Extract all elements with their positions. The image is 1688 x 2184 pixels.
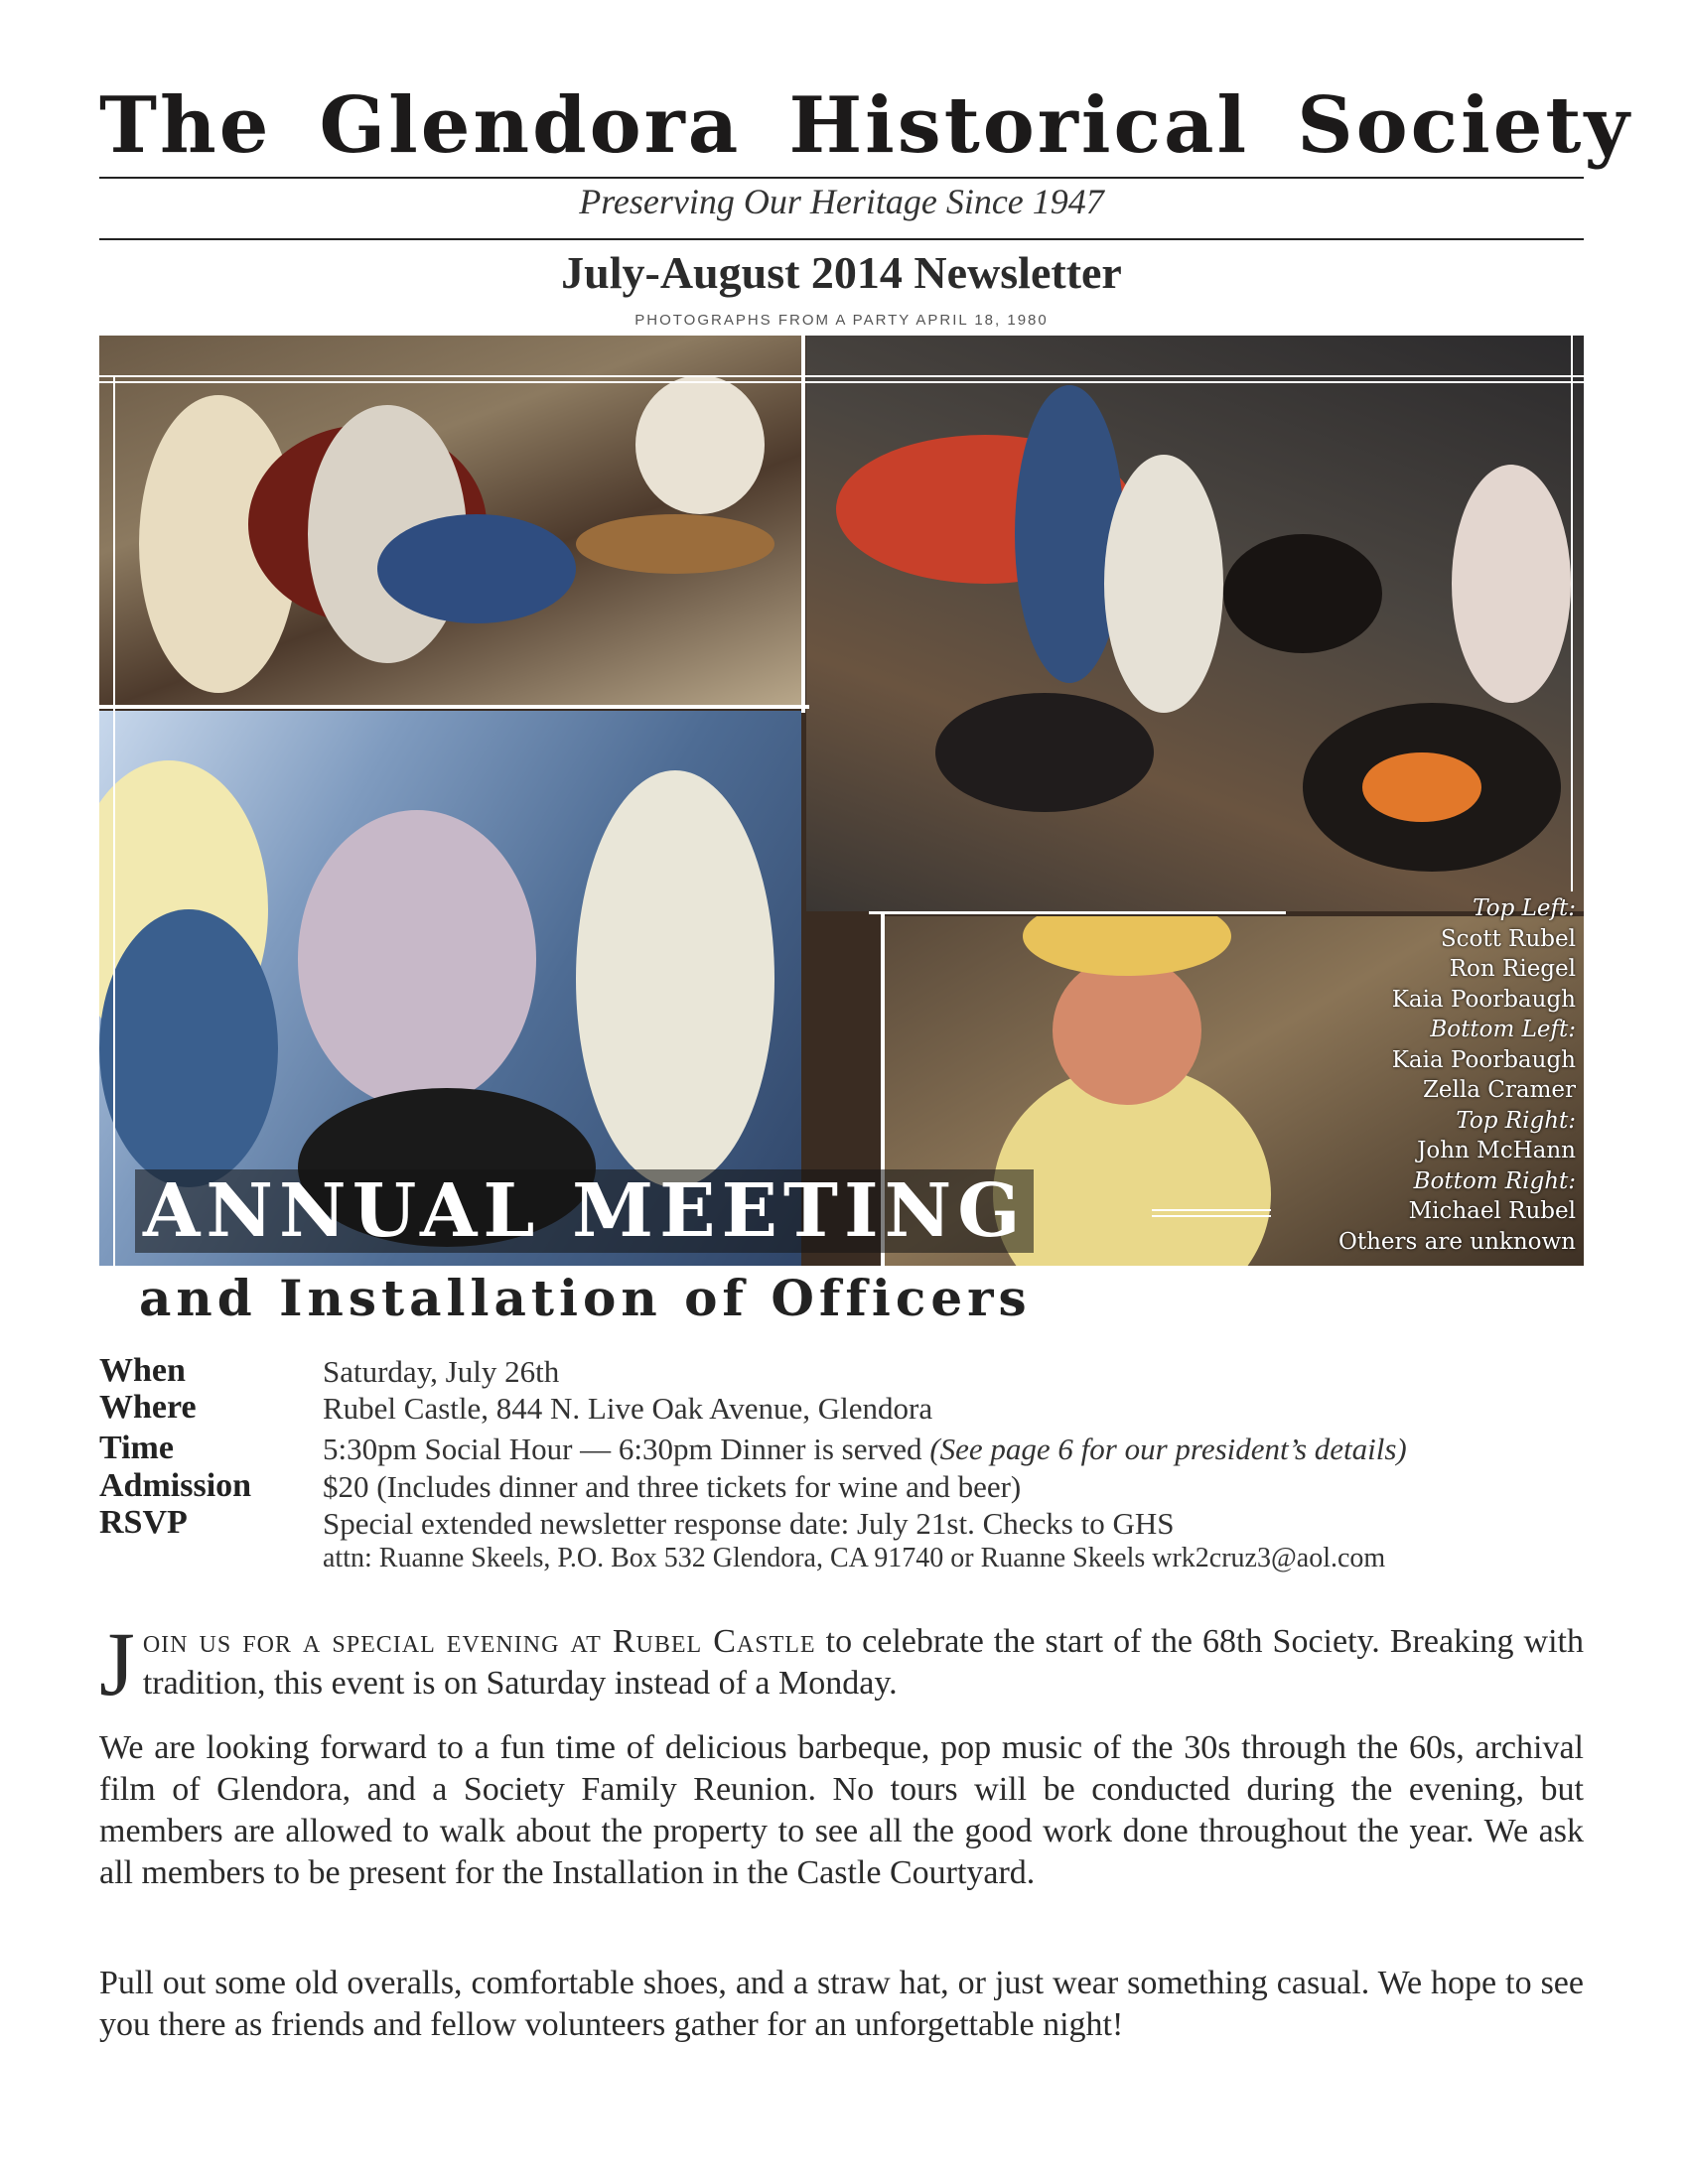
annual-meeting-headline: ANNUAL MEETING — [135, 1169, 1034, 1253]
intro-text: to celebrate the start of the 68th Society. Breaking with tradition, this event is on Saturday instead of a Monday. — [142, 1623, 1584, 1702]
frame-divider — [801, 336, 805, 713]
caption-heading: Top Right: — [1456, 1107, 1576, 1134]
detail-label: When — [99, 1352, 186, 1389]
event-details — [99, 1352, 1589, 1577]
detail-row-admission — [99, 1467, 1589, 1504]
frame-divider — [1571, 336, 1573, 891]
detail-value: $20 (Includes dinner and three tickets for wine and beer) — [323, 1469, 1022, 1504]
frame-divider — [99, 375, 1584, 377]
issue-title: July-August 2014 Newsletter — [561, 247, 1122, 298]
detail-value: Special extended newsletter response date: July 21st. Checks to GHS — [323, 1506, 1175, 1541]
cauldron-shape — [1223, 534, 1382, 653]
body-paragraph: Pull out some old overalls, comfortable shoes, and a straw hat, or just wear something casual. We hope to see you there as friends and fellow volunteers gather for an unforgettable night! — [99, 1965, 1584, 2043]
detail-row-when — [99, 1352, 1589, 1389]
dog-shape — [935, 693, 1154, 812]
detail-row-where — [99, 1389, 1589, 1426]
installation-subheadline: and Installation of Officers — [139, 1269, 1032, 1327]
caption-heading: Top Left: — [1473, 895, 1576, 921]
detail-row-rsvp — [99, 1504, 1589, 1541]
caption-heading: Bottom Right: — [1413, 1167, 1576, 1194]
person-silhouette — [1104, 455, 1223, 713]
table-shape — [576, 514, 774, 574]
frame-divider — [99, 705, 809, 709]
detail-row-time — [99, 1430, 1589, 1467]
person-silhouette — [635, 375, 765, 514]
masthead — [99, 80, 1632, 171]
caption-heading: Bottom Left: — [1430, 1017, 1576, 1042]
frame-divider — [99, 381, 1584, 383]
caption-name: Kaia Poorbaugh — [1391, 986, 1576, 1013]
detail-value: Saturday, July 26th — [323, 1354, 560, 1389]
photo-identification-captions — [1278, 893, 1576, 1257]
striped-shirt-shape — [99, 909, 278, 1187]
caption-name: Ron Riegel — [1449, 956, 1576, 982]
photo-top-right — [806, 336, 1584, 911]
caption-name: Zella Cramer — [1422, 1077, 1576, 1103]
time-text: 5:30pm Social Hour — 6:30pm Dinner is served — [323, 1432, 930, 1466]
photo-collage-caption: PHOTOGRAPHS FROM A PARTY APRIL 18, 1980 — [634, 312, 1049, 329]
photo-top-left — [99, 336, 801, 705]
person-silhouette — [576, 770, 774, 1187]
detail-value — [323, 1432, 1407, 1467]
person-silhouette — [1452, 465, 1571, 703]
drop-cap: J — [99, 1613, 135, 1714]
frame-divider — [1152, 1215, 1271, 1217]
detail-label: Where — [99, 1389, 197, 1426]
title-rule-top — [99, 177, 1584, 179]
caption-others: Others are unknown — [1338, 1228, 1576, 1255]
frame-divider — [869, 911, 1286, 914]
fire-shape — [1362, 752, 1481, 822]
rsvp-contact-link[interactable]: attn: Ruanne Skeels, P.O. Box 532 Glendora, CA 91740 or Ruanne Skeels wrk2cruz3@aol.com — [323, 1543, 1386, 1573]
person-silhouette — [298, 810, 536, 1108]
lead-in-smallcaps: oin us for a special evening at Rubel Castle — [142, 1623, 816, 1660]
straw-hat-shape — [1023, 916, 1231, 976]
body-paragraph: We are looking forward to a fun time of delicious barbeque, pop music of the 30s through the 60s, archival film of Glendora, and a Society Family Reunion. No tours will be conducted during the evening, but members are allowed to walk about the property to see all the good work done throughout the year. We ask all members to be present for the Installation in the Castle Courtyard. — [99, 1729, 1584, 1891]
detail-row-rsvp-contact — [99, 1541, 1589, 1577]
caption-name: John McHann — [1417, 1138, 1576, 1163]
detail-value: Rubel Castle, 844 N. Live Oak Avenue, Glendora — [323, 1391, 933, 1426]
intro-paragraph — [99, 1613, 1584, 1714]
caption-name: Michael Rubel — [1408, 1198, 1576, 1224]
face-shape — [1053, 956, 1201, 1105]
masthead-subtitle: Preserving Our Heritage Since 1947 — [579, 182, 1104, 221]
detail-label: Admission — [99, 1467, 252, 1504]
photo-collage — [99, 336, 1584, 1266]
title-rule-bottom — [99, 238, 1584, 240]
frame-divider — [113, 375, 115, 1266]
frame-divider — [1152, 1209, 1271, 1211]
jeans-shape — [377, 514, 576, 623]
caption-name: Scott Rubel — [1440, 925, 1576, 952]
detail-label: RSVP — [99, 1504, 188, 1541]
detail-label: Time — [99, 1430, 174, 1466]
time-note: (See page 6 for our president’s details) — [929, 1432, 1407, 1466]
newsletter-title: The Glendora Historical Society — [99, 80, 1632, 171]
caption-name: Kaia Poorbaugh — [1391, 1046, 1576, 1073]
